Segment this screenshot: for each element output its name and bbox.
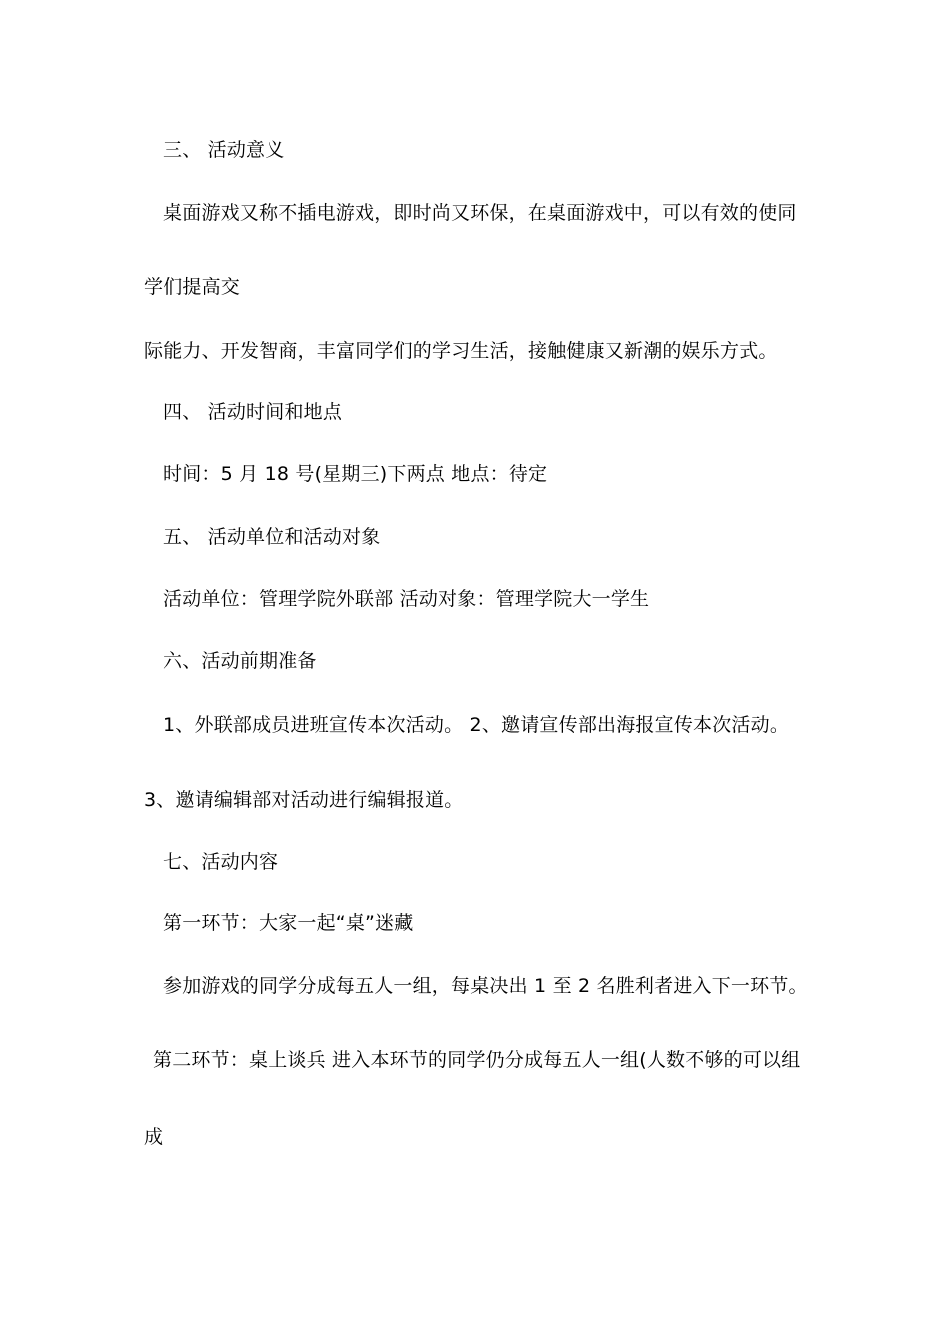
paragraph-line: 学们提高交 [144,276,241,298]
paragraph-line: 成 [144,1126,164,1148]
stage-one-heading: 第一环节：大家一起“桌”迷藏 [163,912,414,934]
section-heading-3: 三、 活动意义 [163,139,285,161]
section-heading-6: 六、活动前期准备 [163,650,317,672]
section-heading-7: 七、活动内容 [163,851,279,873]
time-location-line: 时间：5 月 18 号(星期三)下两点 地点：待定 [163,463,548,485]
preparation-line: 3、邀请编辑部对活动进行编辑报道。 [144,789,464,811]
preparation-line: 1、外联部成员进班宣传本次活动。 2、邀请宣传部出海报宣传本次活动。 [163,714,790,736]
paragraph-line: 参加游戏的同学分成每五人一组，每桌决出 1 至 2 名胜利者进入下一环节。 [163,975,808,997]
section-heading-4: 四、 活动时间和地点 [163,401,343,423]
section-heading-5: 五、 活动单位和活动对象 [163,526,381,548]
unit-target-line: 活动单位：管理学院外联部 活动对象：管理学院大一学生 [163,588,650,610]
paragraph-line: 际能力、开发智商，丰富同学们的学习生活，接触健康又新潮的娱乐方式。 [144,340,778,362]
stage-two-line: 第二环节：桌上谈兵 进入本环节的同学仍分成每五人一组(人数不够的可以组 [153,1049,801,1071]
paragraph-line: 桌面游戏又称不插电游戏，即时尚又环保，在桌面游戏中，可以有效的使同 [163,202,797,224]
